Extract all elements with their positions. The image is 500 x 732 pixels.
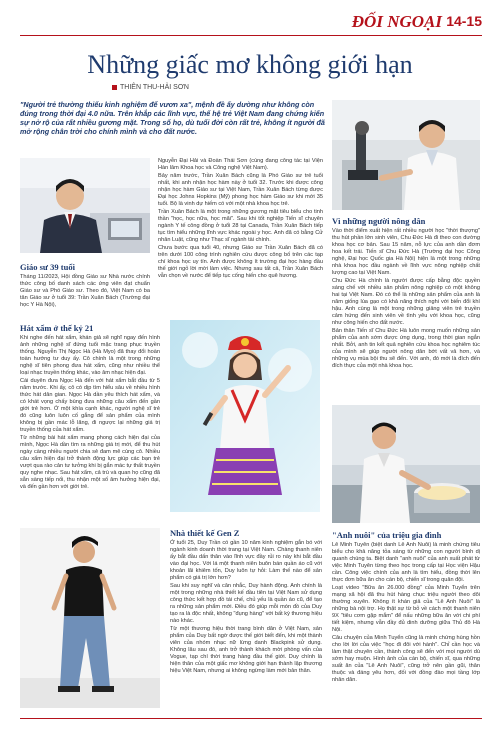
text-giao-su xyxy=(20,274,150,308)
header-rule xyxy=(20,35,482,36)
photo-designer xyxy=(20,528,160,708)
paragraph: Vào thời điểm xuất hiện rất nhiều người học "thời thượng" thu hút phần lớn sinh viên, Chu Đức Hà đi theo con đường khoa học cơ bản. Sau 15 năm, nỗ lực của anh dần đơm hoa kết trái. Tiến sĩ Chu Đức Hà (Trường đại học Công nghệ, Đại học Quốc gia Hà Nội) hiện là một trong những nhà khoa học đầu ngành về lĩnh vực nông nghiệp chất lượng cao tại Việt Nam. xyxy=(332,228,480,276)
photo-chef xyxy=(332,405,480,523)
paragraph: Cái duyên đưa Ngọc Hà đến với hát xẩm bắt đầu từ 5 năm trước. Khi ấy, cô có dịp tìm hiểu sâu về nhiều hình thức hát dân gian. Ngọc Hà dần yêu thích hát xẩm, và có khát vọng chấy bùng đưa những câu xẩm đến gần giới trẻ hơn. Ở một khía cạnh khác, người nghệ sĩ trẻ đó cũng luôn luôn cố gắng để sản phẩm của mình không bị gần mác lỗ lãng, đi ngược lại những giá trị truyền thống của hát xẩm. xyxy=(20,378,160,433)
article-title: Những giấc mơ không giới hạn xyxy=(87,50,413,79)
heading-anh-nuoi: "Anh nuôi" của triệu gia đình xyxy=(332,530,442,540)
photo-singer xyxy=(170,320,320,512)
byline-text: THIÊN THU-HẢI SƠN xyxy=(120,84,189,91)
photo-scientist xyxy=(332,100,480,210)
byline-square-icon xyxy=(112,85,117,90)
paragraph: Ở tuổi 25, Duy Trần có gần 10 năm kinh nghiệm gắn bó với ngành kinh doanh thời trang tại Việt Nam. Chàng thanh niên ấy bắt đầu dấn thân vào lĩnh vực đầy rủi ro này khi bắt đầu vào đại học. Với lá một thanh niên buôn bán quần áo cũ với khoản lãi khiêm tốn, Duy luôn tự hỏi: Làm thế nào để sản phẩm có giá trị lớn hơn? xyxy=(170,540,322,581)
heading-hat-xam: Hát xẩm ở thế kỷ 21 xyxy=(20,323,94,333)
text-hat-xam xyxy=(20,335,160,515)
heading-nong-dan: Vì những người nông dân xyxy=(332,216,426,226)
text-nong-dan xyxy=(332,228,480,396)
byline xyxy=(112,84,189,91)
paragraph: Chưa bước qua tuổi 40, nhưng Giáo sư Trần Xuân Bách đã có trên dưới 100 công trình nghiên cứu được công bố trên các tạp chí khoa học uy tín. Anh được không ít trường đại học hàng đầu thế giới ngỏ lời mời làm việc. Nhưng sau tất cả, Trần Xuân Bách vẫn chọn về nước để tiếp tục cống hiến cho quê hương. xyxy=(158,245,323,279)
paragraph: Từ những bài hát xẩm mang phong cách hiện đại của mình, Ngọc Hà dần tìm ra những giá trị mới, để thu hút ngày càng nhiều người chia sẻ đam mê cùng cô. Nhiều câu xẩm hiện đại trở thành động lực giúp các bạn trẻ vượt qua rào cản tư tưởng khi bị gắn mác tự thất truyền quy nghe nhạc. Sau hát xẩm, cả trù và quan họ cũng đã sẵn sàng tiếp nối, thu nhận một số âm hưởng hiện đại, và đến gần hơn với giới trẻ. xyxy=(20,435,160,490)
text-thiet-ke xyxy=(170,540,322,712)
paragraph: Sau khi suy nghĩ và cân nhắc, Duy hành động. Anh chính là một trong những nhà thiết kế đầu tiên tại Việt Nam sử dụng công thức kết hợp đồ tái chế, chủ yếu là quần áo cũ, để tạo ra những sản phẩm mới. Điều đó giúp mỗi món đồ của Duy tạo ra là độc nhất, không "đụng hàng" với bất kỳ thương hiệu nào khác. xyxy=(170,583,322,624)
heading-giao-su: Giáo sư 39 tuổi xyxy=(20,262,75,272)
paragraph: Trần Xuân Bách là một trong những gương mặt tiêu biểu cho tinh thần "học, học nữa, học mãi". Sau khi tốt nghiệp Tiến sĩ chuyên ngành Y tế công đồng ở tuổi 28 tại Canada, Trần Xuân Bách tiếp tục tìm hiểu những lĩnh vực khác ngoài y học. Anh đã có bằng Cử nhân Luật, cũng như Thạc sĩ ngành tài chính. xyxy=(158,209,323,243)
footer-rule xyxy=(20,718,482,719)
heading-thiet-ke: Nhà thiết kế Gen Z xyxy=(170,528,240,538)
text-intro xyxy=(158,158,323,279)
paragraph: Tháng 11/2023, Hội đồng Giáo sư Nhà nước chính thức công bố danh sách các ứng viên đạt chuẩn Giáo sư và Phó Giáo sư. Theo đó, Việt Nam có ba tân Giáo sư ở tuổi 39: Trần Xuân Bách (Trường đại học Y Hà Nội), xyxy=(20,274,150,308)
paragraph: Bản thân Tiến sĩ Chu Đức Hà luôn mong muốn những sản phẩm của anh sớm được ứng dụng, trong thời gian ngắn nhất. Bởi, anh tin kết quả nghiên cứu khoa học nghiêm túc của mình sẽ giúp người nông dân bớt vất vả hơn, và những vụ mùa bội thu sẽ đến. Với anh, đó mới là đích đến đích thực của một nhà khoa học. xyxy=(332,328,480,369)
article-lead: "Người trẻ thường thiếu kinh nghiệm để vươn xa", mệnh đề ấy dường như không còn đúng trong thời đại 4.0 nữa. Trên khắp các lĩnh vực, thế hệ trẻ Việt Nam đang chứng kiến sự nở rộ của rất nhiều gương mặt. Trong số họ, dù tuổi đời còn rất trẻ, không ít người đã mở rộng chân trời cho chính mình và cho đất nước. xyxy=(20,100,325,136)
page-header xyxy=(20,12,482,34)
page-numbers: 14-15 xyxy=(446,13,482,29)
paragraph: Bảy năm trước, Trần Xuân Bách cũng là Phó Giáo sư trẻ tuổi nhất, khi anh nhận học hàm này ở tuổi 32. Trước khi được công nhận học hàm Giáo sư tại Việt Nam, Trần Xuân Bách từng được Đại học Johns Hopkins (Mỹ) phong học hàm Giáo sư khi mới 35 tuổi. Bộ là vinh dự hiếm có với một nhà khoa học trẻ. xyxy=(158,173,323,207)
section-name: ĐỐI NGOẠI xyxy=(351,12,442,31)
paragraph: Lê Minh Tuyên (biệt danh Lê Anh Nuôi) là minh chứng tiêu biểu cho khả năng tỏa sáng từ những con người bình dị quanh chúng ta. Biệt danh "anh nuôi" của anh xuất phát từ việc Minh Tuyên từng theo học trong cấp tại Học viện Hậu cần. Công việc chính của anh là tìm hiểu, đồng thời lên thực đơn bữa ăn cho cán bộ, chiến sĩ trong quân đội. xyxy=(332,542,480,583)
photo-professor xyxy=(20,158,150,253)
text-anh-nuoi xyxy=(332,542,480,710)
paragraph: Câu chuyện của Minh Tuyển cũng là minh chứng hùng hồn cho lời lời của việc "học đi đôi với hành". Chỉ cần học và làm thật chuyên cần, thành công sẽ đến với mọi người dù sớm hay muộn. Hình ảnh của cán bộ, chiến sĩ, qua những suất ăn của "Lê Anh Nuôi", cũng trở nên gần gũi, thân thuộc và đáng yêu hơn, đối với đồng đào mọi tầng lớp nhân dân. xyxy=(332,635,480,683)
paragraph: Từ một thương hiệu thời trang bình dân ở Việt Nam, sản phẩm của Duy bất ngờ được thế giới biết đến, khi một thành viên của nhóm nhạc nữ lừng danh Blackpink sử dụng. Không lâu sau đó, anh trở thành khách mời phòng vấn của Vogue, tạp chí thời trang hàng đầu thế giới. Duy chính là hiện thân của một giấc mơ không giới hạn thành lập thương hiệu Việt Nam, nhưng ai không ngừng làm mới bản thân. xyxy=(170,626,322,674)
paragraph: Khi nghe đến hát xẩm, khán giả sẽ nghĩ ngay đến hình ảnh những nghệ sĩ đứng tuổi mặc trang phục truyền thống. Nguyễn Thị Ngọc Hà (Hà Myo) đã thay đổi hoàn toàn hướng tư duy ấy. Cô chính là một trong những nghệ sĩ tiên phong đưa hát xẩm, cũng như nhiều thể loại nhạc truyền thống khác, vào âm nhạc hiện đại. xyxy=(20,335,160,376)
paragraph: Nguyễn Đại Hải và Đoàn Thái Sơn (cùng đang công tác tại Viện Hàn lâm Khoa học và Công nghệ Việt Nam). xyxy=(158,158,323,171)
paragraph: Chu Đức Hà chính là người được cấp bằng độc quyền sáng chế với nhiều sản phẩm nông nghiệp có một không hai tại Việt Nam. Đó có thể là những sản phẩm của anh là năm giống lúa gạo có khả năng thích nghi với biến đổi khí hậu. Anh cùng là một trong những giảng viên trẻ truyền cảm hứng đến sinh viên về tình yêu với khoa học, cũng như công hiến cho đất nước. xyxy=(332,278,480,326)
paragraph: Loạt video "Bữa ăn 26.000 đồng" của Minh Tuyển trên mạng xã hội đã thu hút hàng chục triệu người theo dõi thường xuyên. Không ít khán giả của "Lê Anh Nuôi" là những bà nội trợ. Họ thật sự từ bỏ về cách một thanh niên 9X "tiêu cơm gặp mắm" để nấu những bữa ăn với chi phí tiết kiệm, nhưng vẫn đầy đủ dinh dưỡng giữa Thủ đô Hà Nội. xyxy=(332,585,480,633)
